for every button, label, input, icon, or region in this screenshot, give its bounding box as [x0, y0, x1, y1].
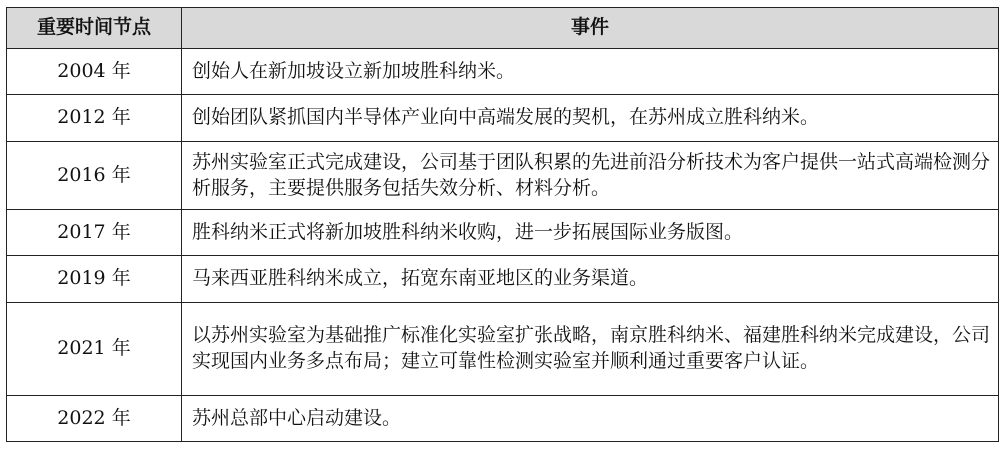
- event-cell: 创始人在新加坡设立新加坡胜科纳米。: [182, 49, 999, 95]
- year-cell: 2021 年: [7, 303, 182, 396]
- event-cell: 以苏州实验室为基础推广标准化实验室扩张战略，南京胜科纳米、福建胜科纳米完成建设，公司实现国内业务多点布局；建立可靠性检测实验室并顺利通过重要客户认证。: [182, 303, 999, 396]
- table-row: [7, 396, 999, 442]
- table-row: [7, 142, 999, 210]
- event-cell: 胜科纳米正式将新加坡胜科纳米收购，进一步拓展国际业务版图。: [182, 210, 999, 256]
- event-cell: 苏州总部中心启动建设。: [182, 396, 999, 442]
- year-cell: 2016 年: [7, 142, 182, 210]
- table-row: [7, 256, 999, 303]
- table-row: [7, 95, 999, 142]
- table-header-row: [7, 8, 999, 49]
- milestone-table: [6, 7, 999, 442]
- table-row: [7, 210, 999, 256]
- year-cell: 2012 年: [7, 95, 182, 142]
- table-row: [7, 49, 999, 95]
- year-cell: 2004 年: [7, 49, 182, 95]
- year-cell: 2017 年: [7, 210, 182, 256]
- year-cell: 2019 年: [7, 256, 182, 303]
- header-event: 事件: [182, 8, 999, 49]
- event-cell: 创始团队紧抓国内半导体产业向中高端发展的契机，在苏州成立胜科纳米。: [182, 95, 999, 142]
- table-row: [7, 303, 999, 396]
- header-time: 重要时间节点: [7, 8, 182, 49]
- event-cell: 苏州实验室正式完成建设，公司基于团队积累的先进前沿分析技术为客户提供一站式高端检测分析服务，主要提供服务包括失效分析、材料分析。: [182, 142, 999, 210]
- event-cell: 马来西亚胜科纳米成立，拓宽东南亚地区的业务渠道。: [182, 256, 999, 303]
- year-cell: 2022 年: [7, 396, 182, 442]
